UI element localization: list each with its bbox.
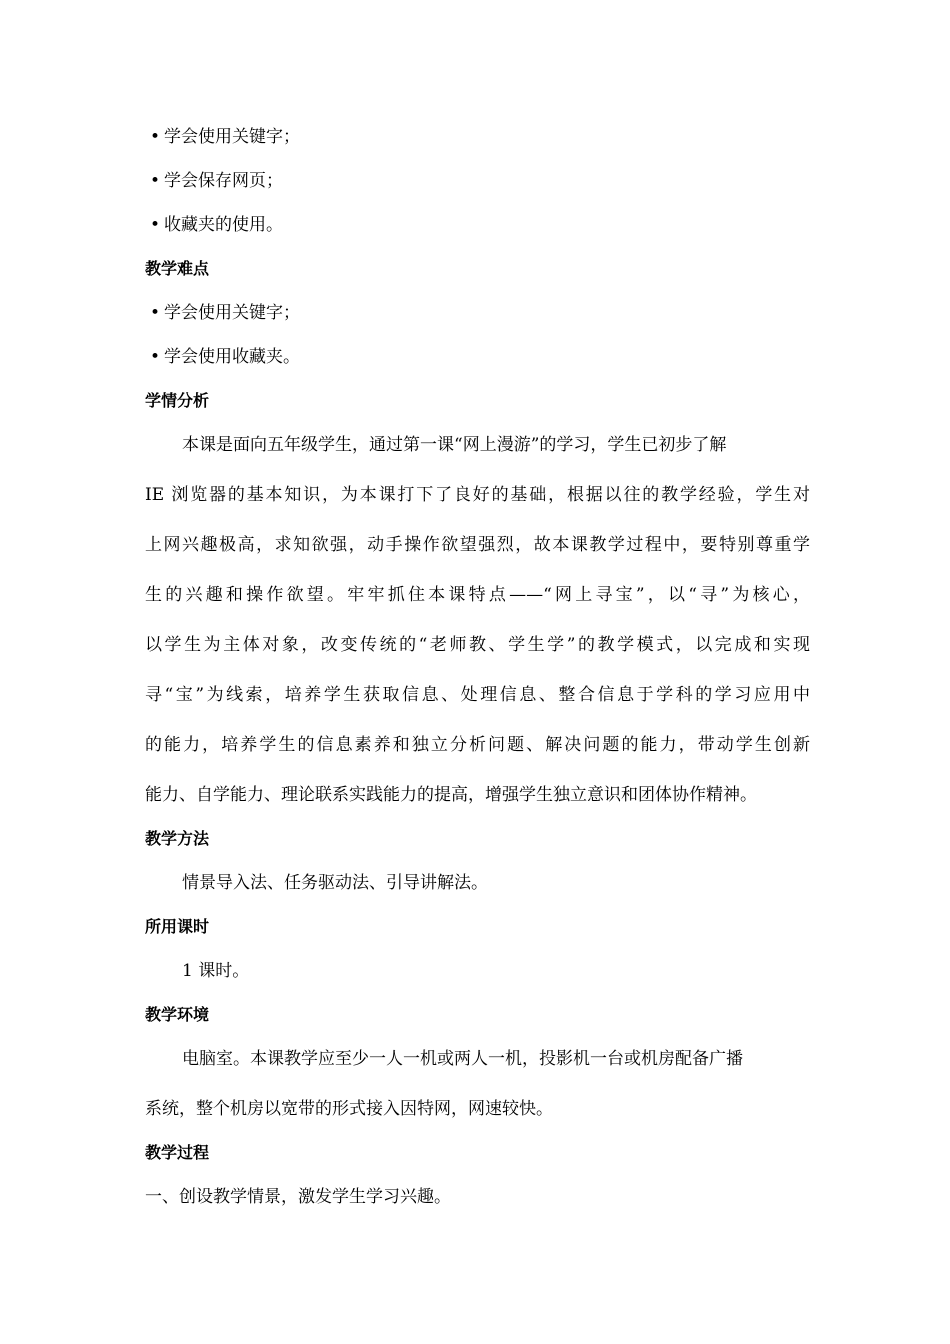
hours-text: 1 课时。 [182, 961, 250, 981]
environment-heading: 教学环境 [145, 1005, 210, 1024]
difficulty-heading: 教学难点 [145, 259, 210, 278]
process-step: 一、创设教学情景，激发学生学习兴趣。 [145, 1187, 451, 1207]
analysis-line: 能力、自学能力、理论联系实践能力的提高，增强学生独立意识和团体协作精神。 [145, 785, 757, 805]
analysis-line: 以学生为主体对象，改变传统的“老师教、学生学”的教学模式，以完成和实现 [145, 635, 810, 655]
method-heading: 教学方法 [145, 829, 210, 848]
key-point-item: • 学会使用关键字； [150, 127, 300, 147]
analysis-line: 本课是面向五年级学生，通过第一课“网上漫游”的学习，学生已初步了解 [182, 435, 727, 455]
environment-line: 电脑室。本课教学应至少一人一机或两人一机，投影机一台或机房配备广播 [182, 1049, 743, 1069]
analysis-line: 上网兴趣极高，求知欲强，动手操作欲望强烈，故本课教学过程中，要特别尊重学 [145, 535, 810, 555]
difficulty-item: • 学会使用关键字； [150, 303, 300, 323]
bullet-icon: • [150, 127, 161, 147]
environment-line: 系统，整个机房以宽带的形式接入因特网，网速较快。 [145, 1099, 553, 1119]
analysis-line: 寻“宝”为线索，培养学生获取信息、处理信息、整合信息于学科的学习应用中 [145, 685, 810, 705]
analysis-line: 的能力，培养学生的信息素养和独立分析问题、解决问题的能力，带动学生创新 [145, 735, 810, 755]
analysis-line: IE 浏览器的基本知识，为本课打下了良好的基础，根据以往的教学经验，学生对 [145, 485, 810, 505]
bullet-icon: • [150, 215, 161, 235]
bullet-icon: • [150, 347, 161, 367]
process-heading: 教学过程 [145, 1143, 210, 1162]
bullet-icon: • [150, 171, 161, 191]
method-text: 情景导入法、任务驱动法、引导讲解法。 [182, 873, 488, 893]
analysis-heading: 学情分析 [145, 391, 210, 410]
bullet-icon: • [150, 303, 161, 323]
key-point-item: • 学会保存网页； [150, 171, 283, 191]
hours-heading: 所用课时 [145, 917, 210, 936]
key-point-item: • 收藏夹的使用。 [150, 215, 283, 235]
difficulty-item: • 学会使用收藏夹。 [150, 347, 300, 367]
analysis-line: 生的兴趣和操作欲望。牢牢抓住本课特点——“网上寻宝”，以“寻”为核心， [145, 585, 810, 605]
